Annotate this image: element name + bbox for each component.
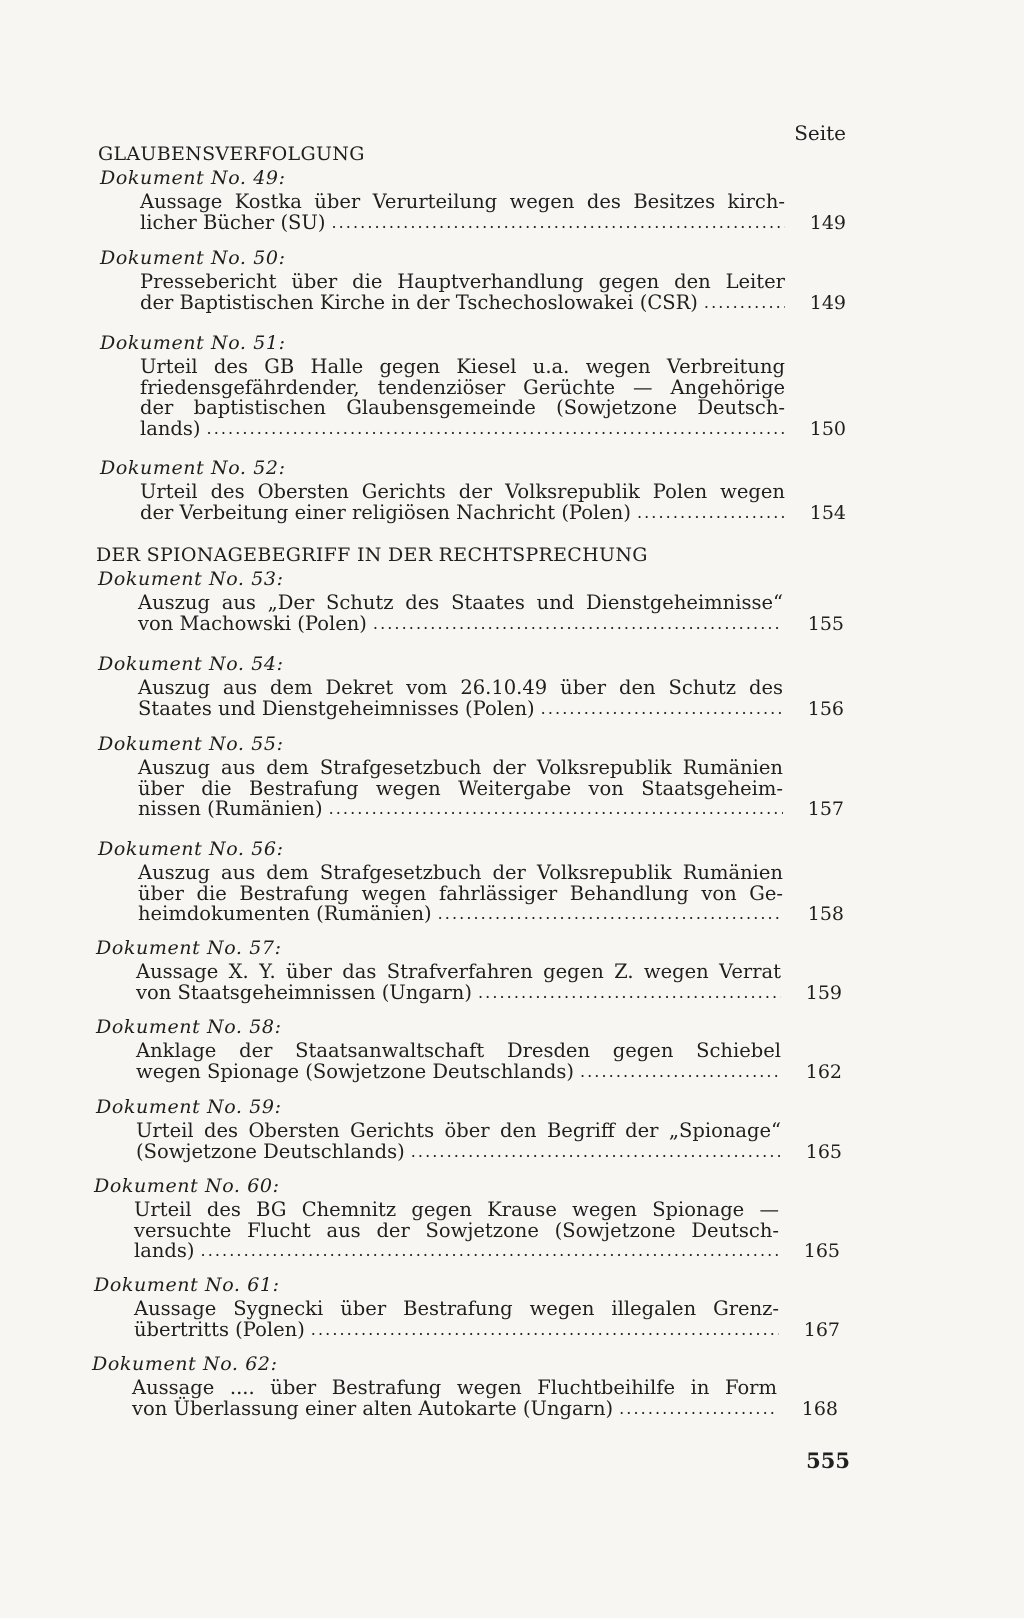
- document-label: Dokument No. 53:: [98, 568, 284, 590]
- document-label: Dokument No. 54:: [98, 653, 284, 675]
- toc-entry: [90, 937, 842, 1003]
- entry-line: Urteil des Obersten Gerichts der Volksrepublik Polen wegen: [140, 480, 785, 503]
- entry-line: nissen (Rumänien): [138, 797, 323, 821]
- dot-leader: [207, 419, 785, 440]
- entry-line: Aussage Sygnecki über Bestrafung wegen illegalen Grenz-: [134, 1297, 779, 1320]
- entry-line: von Staatsgeheimnissen (Ungarn): [136, 980, 472, 1004]
- toc-entry: [92, 733, 844, 820]
- toc-entry: [90, 1096, 842, 1162]
- page-number: 165: [803, 1240, 840, 1263]
- entry-line: licher Bücher (SU): [140, 210, 326, 234]
- page-number: 156: [807, 697, 844, 720]
- entry-line: übertritts (Polen): [134, 1317, 305, 1341]
- dot-leader: [411, 1142, 781, 1163]
- document-label: Dokument No. 62:: [92, 1353, 278, 1375]
- entry-line: der baptistischen Glaubensgemeinde (Sowjetzone Deutsch-: [140, 396, 785, 420]
- entry-line: lands): [134, 1239, 195, 1263]
- page-number: 149: [809, 291, 846, 314]
- section-title-spionagebegriff: DER SPIONAGEBEGRIFF IN DER RECHTSPRECHUNG: [96, 544, 648, 566]
- entry-line: heimdokumenten (Rumänien): [138, 902, 432, 926]
- toc-entry: [94, 167, 846, 233]
- entry-line: über die Bestrafung wegen Weitergabe von Staatsgeheim-: [138, 776, 783, 800]
- document-label: Dokument No. 59:: [96, 1096, 282, 1118]
- entry-line: Aussage X. Y. über das Strafverfahren gegen Z. wegen Verrat: [136, 960, 781, 983]
- entry-line: der Verbeitung einer religiösen Nachricht (Polen): [140, 500, 631, 524]
- entry-line: Auszug aus dem Strafgesetzbuch der Volksrepublik Rumänien: [138, 756, 783, 779]
- dot-leader: [541, 699, 783, 720]
- entry-line: Auszug aus „Der Schutz des Staates und Dienstgeheimnisse“: [138, 591, 783, 614]
- section-title-glaubensverfolgung: GLAUBENSVERFOLGUNG: [98, 143, 365, 165]
- page-number: 159: [805, 981, 842, 1004]
- dot-leader: [438, 904, 783, 925]
- toc-entry: [86, 1353, 838, 1419]
- dot-leader: [311, 1320, 779, 1341]
- entry-line: Urteil des BG Chemnitz gegen Krause wegen Spionage —: [134, 1198, 779, 1221]
- dot-leader: [373, 614, 783, 635]
- dot-leader: [704, 293, 785, 314]
- dot-leader: [580, 1062, 781, 1083]
- entry-line: der Baptistischen Kirche in der Tschechoslowakei (CSR): [140, 290, 698, 314]
- entry-line: Staates und Dienstgeheimnisses (Polen): [138, 696, 535, 720]
- entry-line: über die Bestrafung wegen fahrlässiger Behandlung von Ge-: [138, 881, 783, 905]
- page-number: 162: [805, 1060, 842, 1083]
- footer-page-number: 555: [806, 1448, 850, 1473]
- document-label: Dokument No. 58:: [96, 1016, 282, 1038]
- toc-entry: [94, 247, 846, 313]
- entry-line: Pressebericht über die Hauptverhandlung gegen den Leiter: [140, 270, 785, 293]
- entry-line: lands): [140, 416, 201, 440]
- toc-entry: [92, 653, 844, 719]
- page-number: 165: [805, 1140, 842, 1163]
- dot-leader: [201, 1241, 779, 1262]
- entry-line: versuchte Flucht aus der Sowjetzone (Sowjetzone Deutsch-: [134, 1218, 779, 1242]
- entry-line: wegen Spionage (Sowjetzone Deutschlands): [136, 1059, 574, 1083]
- entry-line: von Überlassung einer alten Autokarte (Ungarn): [132, 1396, 614, 1420]
- document-label: Dokument No. 51:: [100, 332, 286, 354]
- document-label: Dokument No. 50:: [100, 247, 286, 269]
- entry-line: Auszug aus dem Strafgesetzbuch der Volksrepublik Rumänien: [138, 861, 783, 884]
- dot-leader: [637, 503, 785, 524]
- document-label: Dokument No. 60:: [94, 1175, 280, 1197]
- entry-line: von Machowski (Polen): [138, 611, 367, 635]
- entry-line: Anklage der Staatsanwaltschaft Dresden gegen Schiebel: [136, 1039, 781, 1062]
- document-label: Dokument No. 52:: [100, 457, 286, 479]
- dot-leader: [478, 983, 781, 1004]
- page-number: 158: [807, 903, 844, 926]
- entry-line: Auszug aus dem Dekret vom 26.10.49 über den Schutz des: [138, 676, 783, 699]
- entry-line: Aussage Kostka über Verurteilung wegen des Besitzes kirch-: [140, 190, 785, 213]
- entry-line: Urteil des Obersten Gerichts öber den Begriff der „Spionage“: [136, 1119, 781, 1142]
- entry-line: friedensgefährdender, tendenziöser Gerüchte — Angehörige: [140, 375, 785, 399]
- dot-leader: [331, 213, 785, 234]
- page-number: 154: [809, 501, 846, 524]
- document-label: Dokument No. 61:: [94, 1274, 280, 1296]
- seite-column-header: Seite: [794, 121, 846, 145]
- page-number: 167: [803, 1318, 840, 1341]
- page-number: 168: [801, 1397, 838, 1420]
- toc-entry: [94, 457, 846, 523]
- document-label: Dokument No. 57:: [96, 937, 282, 959]
- dot-leader: [619, 1399, 777, 1420]
- entry-line: Aussage .... über Bestrafung wegen Fluchtbeihilfe in Form: [132, 1376, 777, 1399]
- toc-entry: [94, 332, 846, 439]
- page-number: 157: [807, 798, 844, 821]
- toc-entry: [90, 1016, 842, 1082]
- dot-leader: [329, 799, 783, 820]
- toc-entry: [88, 1274, 840, 1340]
- document-label: Dokument No. 55:: [98, 733, 284, 755]
- page-number: 149: [809, 211, 846, 234]
- entry-line: (Sowjetzone Deutschlands): [136, 1139, 405, 1163]
- toc-entry: [92, 838, 844, 925]
- toc-entry: [88, 1175, 840, 1262]
- document-label: Dokument No. 56:: [98, 838, 284, 860]
- page-number: 155: [807, 612, 844, 635]
- entry-line: Urteil des GB Halle gegen Kiesel u.a. wegen Verbreitung: [140, 355, 785, 378]
- toc-entry: [92, 568, 844, 634]
- document-label: Dokument No. 49:: [100, 167, 286, 189]
- page-number: 150: [809, 417, 846, 440]
